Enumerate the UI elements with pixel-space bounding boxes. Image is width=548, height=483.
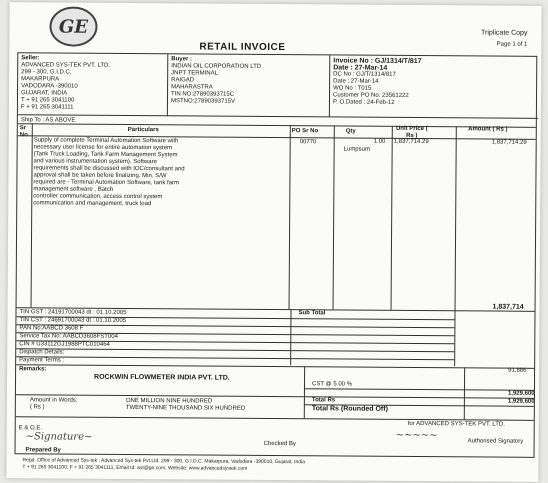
for-company: for ADVANCED SYS-TEK PVT. LTD. <box>407 420 505 428</box>
buyer-line: JNPT TERMINAL <box>171 70 218 77</box>
description-line: communication and management, truck load <box>33 200 152 208</box>
cst-label: CST @ 5.00 % <box>311 381 353 388</box>
col-sr-no: Sr No <box>19 125 28 139</box>
buyer-line: TIN NO:27890393715C <box>171 91 235 98</box>
seller-label: Seller: <box>21 55 40 62</box>
col-line <box>391 126 393 310</box>
col-line <box>304 366 305 418</box>
total-label: Total Rs <box>311 397 336 404</box>
invoice-number: Invoice No : GJ/1314/T/817 <box>333 57 422 66</box>
page-number: Page 1 of 1 <box>496 41 528 48</box>
seller-line: MAKARPURA <box>21 76 60 83</box>
dc-number: DC No : GJ/T/1314/817 <box>333 71 396 78</box>
description-line: approval shall be taken before finalizing. Min. S/W <box>33 172 167 180</box>
sub-total-label: Sub Total <box>298 310 326 317</box>
description-line: Supply of complete Terminal Automation Software with <box>33 137 179 145</box>
remarks-text: ROCKWIN FLOWMETER INDIA PVT. LTD. <box>94 373 230 382</box>
col-unit-price: Unit Price ( Rs ) <box>395 125 428 139</box>
ship-to: Ship To : AS ABOVE <box>20 117 76 124</box>
col-line <box>454 126 457 366</box>
divider <box>304 388 534 391</box>
total-value-top: 1,929,600 <box>507 390 535 397</box>
seller-line: ADVANCED SYS-TEK PVT. LTD. <box>21 62 111 69</box>
description-line: necessary user license for entire automation system <box>33 144 173 152</box>
col-line <box>289 125 291 309</box>
divider <box>16 348 454 352</box>
description-line: requirements shall be discussed with IOC/consultant and <box>33 165 185 173</box>
tin-cst: TIN CST : 24691700043 dt : 01.10.2005 <box>19 317 127 324</box>
po-number: Customer PO No: 23561222 <box>333 92 409 99</box>
authorised-signatory: Authorised Signatory <box>467 438 524 445</box>
registered-office: Regd. Office of Advanced Sys-tek : Advanced Sys-tek Pvt.Ltd. 299 - 300, G.I.D.C. Makarpura, Vadodara -390010, Gujarat, India <box>22 457 305 466</box>
po-dated: P. O.Dated : 24-Feb-12 <box>332 99 395 106</box>
divider <box>16 364 534 369</box>
invoice-date: Date : 27-Mar-14 <box>333 64 388 72</box>
cst-amount: 91,886 <box>508 367 527 374</box>
buyer-line: MSTNO:27890393715V <box>170 98 236 105</box>
seller-line: GUJARAT, INDIA <box>21 90 68 97</box>
description-line: (Tank Truck Loading, Tank Farm Management System <box>33 151 178 159</box>
buyer-line: INDIAN OIL CORPORATION LTD <box>171 63 262 70</box>
col-po-sr: PO Sr No <box>291 128 319 135</box>
divider <box>16 416 534 421</box>
amount-words-line: ONE MILLION NINE HUNDRED <box>125 397 213 405</box>
payment-terms: Payment Terms : <box>19 357 65 364</box>
item-po-sr: 00770 <box>299 139 317 146</box>
seller-line: F + 91 265 3041111 <box>20 104 74 111</box>
item-qty-unit: Lumpsum <box>343 146 371 153</box>
dispatch-details: Dispatch Details: <box>19 349 65 356</box>
checked-by: Checked By <box>263 440 296 448</box>
invoice-details <box>330 55 538 118</box>
seller-line: VADODARA -390010 <box>21 83 78 90</box>
item-qty: 1.00 <box>373 138 386 145</box>
pan-no: PAN No:AABCD 3608 F <box>19 325 84 332</box>
col-line <box>31 123 33 307</box>
total-rounded-label: Total Rs (Rounded Off) <box>311 405 388 413</box>
eoe-label: E & O.E. <box>18 425 43 432</box>
col-line <box>464 367 465 419</box>
amount-words-label: Amount in Words: ( Rs ) <box>29 397 78 411</box>
buyer-label: Buyer : <box>171 56 192 63</box>
item-unit-price: 1,837,714.29 <box>393 138 429 146</box>
description-line: controller communication, access control system <box>33 193 163 201</box>
invoice-paper <box>6 2 541 482</box>
buyer-block <box>168 54 330 117</box>
col-qty: Qty <box>345 128 356 135</box>
total-rounded-value: 1,929,600 <box>507 398 535 405</box>
dc-date: Date : 27-Mar-14 <box>333 78 379 85</box>
divider <box>16 356 454 360</box>
remarks-label: Remarks: <box>19 366 47 373</box>
sub-total-value: 1,837,714 <box>492 303 524 311</box>
item-amount: 1,837,714.29 <box>491 139 527 146</box>
col-particulars: Particulars <box>127 126 159 134</box>
wo-number: WO No : T015 <box>333 85 372 92</box>
copy-label: Triplicate Copy <box>481 29 528 37</box>
item-description <box>33 137 287 209</box>
seller-line: 299 - 300, G.I.D.C. <box>21 69 72 76</box>
contact-info: T + 91 265 3041100, F + 91 265 3041111, Email Id: ast@ge.com, Website: www.advancedsystek.com <box>22 464 248 472</box>
invoice-sheet <box>15 52 538 458</box>
service-tax-no: Service Tax No: AABCD3608FST004 <box>19 333 118 340</box>
description-line: management software , Batch <box>33 186 114 193</box>
tin-gst: TIN GST : 24191700043 dt : 01.10.2005 <box>19 309 127 316</box>
description-line: required are - Terminal Automation Software, tank farm <box>33 179 180 187</box>
buyer-line: RAIGAD <box>171 77 195 84</box>
buyer-line: MAHARASTRA <box>171 84 213 91</box>
description-line: and various instrumentation system). Software <box>33 158 157 166</box>
amount-words-line: TWENTY-NINE THOUSAND SIX HUNDRED <box>125 404 246 412</box>
divider <box>304 396 534 399</box>
cin-no: CIN # U33112GJ1988PTC010464 <box>19 341 110 348</box>
seller-block <box>18 53 168 116</box>
authorised-signature: ~~~~~ <box>395 429 438 442</box>
invoice-title: RETAIL INVOICE <box>199 41 286 54</box>
col-line <box>333 125 335 309</box>
prepared-by: Prepared By <box>25 447 61 454</box>
ge-logo: GE <box>49 6 97 46</box>
seller-line: T + 91 265 3041100 <box>20 97 75 104</box>
col-amount: Amount ( Rs ) <box>468 126 508 133</box>
prepared-signature: ~Signature~ <box>25 431 93 443</box>
